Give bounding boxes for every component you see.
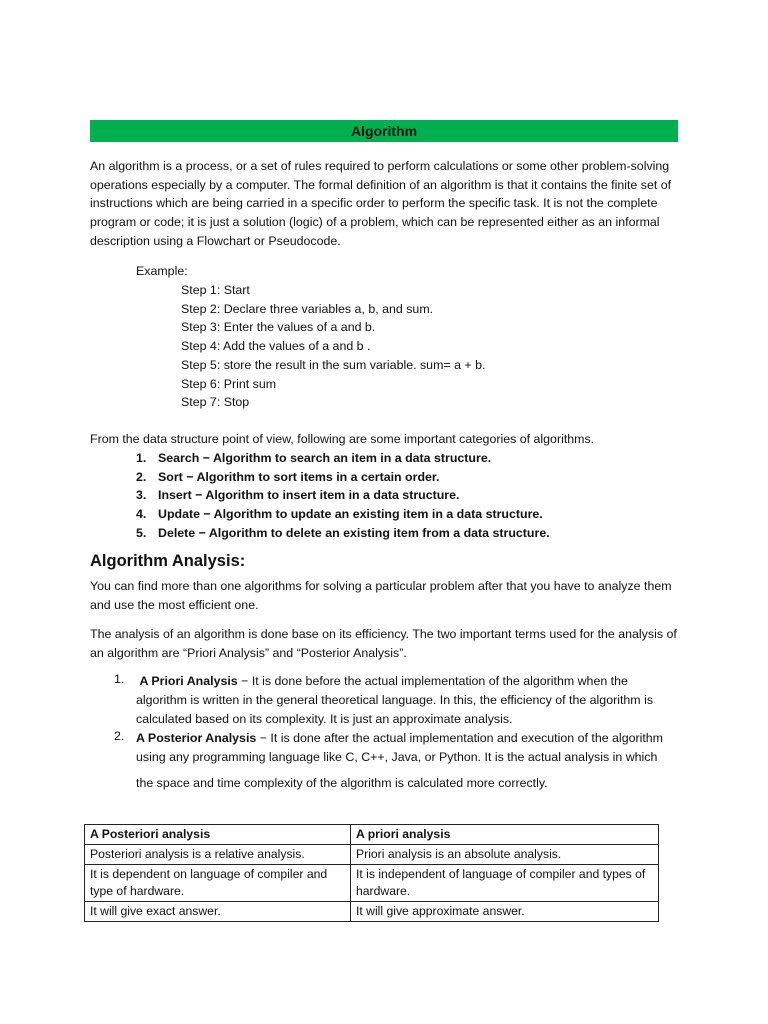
analysis-item-line: using any programming language like C, C++, Java, or Python. It is the actual analysis in which [136,749,658,764]
comparison-table [84,824,659,922]
analysis-item-number: 2. [114,729,125,744]
table-cell: It is dependent on language of compiler and type of hardware. [85,865,351,902]
analysis-item-line: the space and time complexity of the algorithm is calculated more correctly. [136,775,548,790]
analysis-types-list [114,672,680,792]
table-cell: It will give exact answer. [85,902,351,922]
example-steps [181,281,485,412]
category-number: 3. [136,488,147,503]
step-item: Step 6: Print sum [181,376,277,391]
category-item [136,524,550,543]
intro-paragraph: An algorithm is a process, or a set of rules required to perform calculations or some other problem-solving operations especially by a computer. The formal definition of an algorithm is that it contains the finite set of instructions which are being carried in a specific order to perform the specific task. It is not the complete program or code; it is just a solution (logic) of a problem, which can be represented either as an informal description using a Flowchart or Pseudocode. [90,159,672,248]
analysis-item-line: calculated based on its complexity. It is just an approximate analysis. [136,712,513,727]
analysis-item-line [136,729,680,748]
section-heading: Algorithm Analysis: [90,552,246,570]
table-row [85,865,659,902]
analysis-item-text: − It is done after the actual implementation and execution of the algorithm [256,731,664,746]
category-number: 5. [136,525,147,540]
example-label: Example: [136,264,188,278]
step-item: Step 1: Start [181,283,250,297]
category-number: 1. [136,451,147,465]
analysis-item-line: algorithm is written in the general theoretical language. In this, the efficiency of the algorithm is [136,692,654,707]
table-header-cell: A priori analysis [351,825,659,845]
category-number: 2. [136,469,147,484]
categories-list [136,449,550,543]
analysis-item-line [136,672,680,691]
step-item: Step 7: Stop [181,395,250,410]
analysis-term: A Priori Analysis [139,674,238,688]
category-text: Search − Algorithm to search an item in a data structure. [158,451,492,465]
category-item [136,449,550,468]
table-header-row [85,825,659,845]
analysis-item-number: 1. [114,672,125,686]
table-row [85,845,659,865]
table-header-cell: A Posteriori analysis [85,825,351,845]
categories-intro: From the data structure point of view, following are some important categories of algorithms. [90,432,595,446]
analysis-item-posterior [114,729,680,792]
table-cell: It is independent of language of compiler and types of hardware. [351,865,659,902]
analysis-item-priori [114,672,680,729]
category-text: Update − Algorithm to update an existing item in a data structure. [158,507,543,522]
category-item [136,468,550,487]
category-text: Delete − Algorithm to delete an existing item from a data structure. [158,525,550,540]
analysis-paragraph-2: The analysis of an algorithm is done base on its efficiency. The two important terms used for the analysis of an algorithm are “Priori Analysis” and “Posterior Analysis”. [90,627,677,660]
analysis-item-text: − It is done before the actual implementation of the algorithm when the [237,674,628,688]
step-item: Step 5: store the result in the sum variable. sum= a + b. [181,357,486,372]
table-cell: It will give approximate answer. [351,902,659,922]
category-number: 4. [136,507,147,522]
category-text: Insert − Algorithm to insert item in a data structure. [158,488,460,503]
table-row [85,902,659,922]
table-cell: Priori analysis is an absolute analysis. [351,845,659,865]
step-item: Step 3: Enter the values of a and b. [181,320,376,335]
table-cell: Posteriori analysis is a relative analysis. [85,845,351,865]
category-text: Sort − Algorithm to sort items in a certain order. [158,469,440,484]
analysis-paragraph-1: You can find more than one algorithms for solving a particular problem after that you have to analyze them and use the most efficient one. [90,579,672,612]
step-item: Step 4: Add the values of a and b . [181,339,371,354]
analysis-term: A Posterior Analysis [136,731,257,746]
category-item [136,486,550,505]
step-item: Step 2: Declare three variables a, b, and sum. [181,301,434,316]
document-title: Algorithm [90,120,678,142]
category-item [136,505,550,524]
